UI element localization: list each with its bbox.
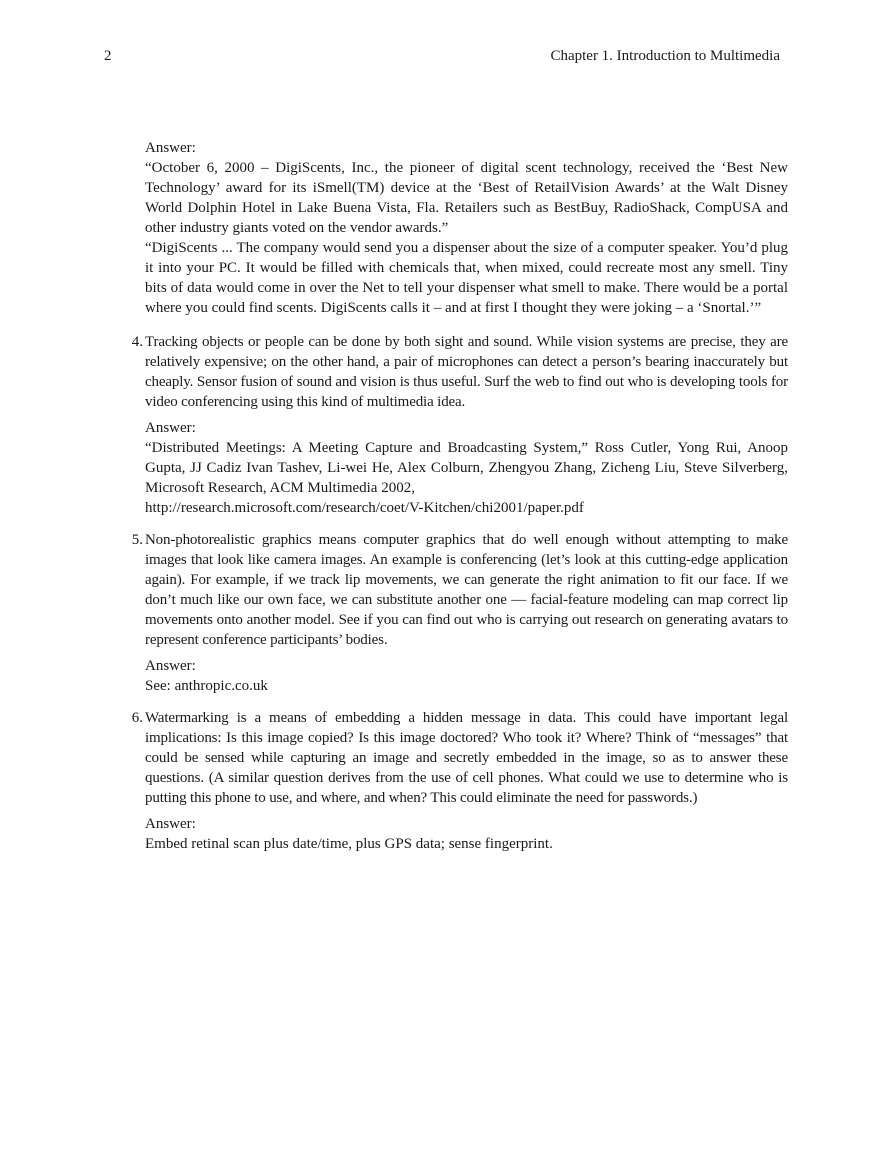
answer-url: http://research.microsoft.com/research/coet/V-Kitchen/chi2001/paper.pdf — [145, 500, 584, 516]
answer-block — [145, 814, 788, 854]
answer-label: Answer: — [145, 140, 196, 156]
answer-paragraph: “October 6, 2000 – DigiScents, Inc., the pioneer of digital scent technology, received the ‘Best New Technology’ award for its iSmell(TM) device at the ‘Best of RetailVision Awards’ at the Walt Disney World Dolphin Hotel in Lake Buena Vista, Fla. Retailers such as BestBuy, RadioShack, CompUSA and other industry giants voted on the vendor awards.” — [145, 160, 788, 236]
exercise-item-5 — [131, 530, 788, 696]
answer-text: Embed retinal scan plus date/time, plus GPS data; sense fingerprint. — [145, 836, 553, 852]
question-text: Watermarking is a means of embedding a hidden message in data. This could have important legal implications: Is this image copied? Is this image doctored? Who took it? Where? Think of “messages” that could be sensed while capturing an image and secretly embedded in the image, so as to answer these questions. (A similar question derives from the use of cell phones. What could we use to determine who is putting this phone to use, and where, and when? This could eliminate the need for passwords.) — [145, 710, 788, 806]
exercise-item-6 — [131, 708, 788, 854]
answer-text: See: anthropic.co.uk — [145, 678, 268, 694]
answer-label: Answer: — [145, 658, 196, 674]
question-text: Tracking objects or people can be done by both sight and sound. While vision systems are precise, they are relatively expensive; on the other hand, a pair of microphones can detect a person’s bearing inaccurately but cheaply. Sensor fusion of sound and vision is thus useful. Surf the web to find out who is developing tools for video conferencing using this kind of multimedia idea. — [145, 334, 788, 410]
question-text: Non-photorealistic graphics means computer graphics that do well enough without attempting to make images that look like camera images. An example is conferencing (let’s look at this cutting-edge application again). For example, if we track lip movements, we can generate the right animation to fit our face. If we don’t much like our own face, we can substitute another one — facial-feature modeling can map correct lip movements onto another model. See if you can find out who is carrying out research on generating avatars to represent conference participants’ bodies. — [145, 532, 788, 648]
answer-paragraph: “DigiScents ... The company would send you a dispenser about the size of a computer speaker. You’d plug it into your PC. It would be filled with chemicals that, when mixed, could recreate most any smell. Tiny bits of data would come in over the Net to tell your dispenser what smell to make. There would be a portal where you could find scents. DigiScents calls it – and at first I thought they were joking – a ‘Snortal.’” — [145, 240, 788, 316]
answer-block — [145, 418, 788, 518]
page-number: 2 — [104, 48, 112, 64]
item-number: 5. — [131, 532, 143, 548]
item-number: 6. — [131, 710, 143, 726]
item-number: 4. — [131, 334, 143, 350]
running-title: Chapter 1. Introduction to Multimedia — [550, 48, 780, 64]
page-content — [131, 138, 788, 854]
answer-text: “Distributed Meetings: A Meeting Capture and Broadcasting System,” Ross Cutler, Yong Rui, Anoop Gupta, JJ Cadiz Ivan Tashev, Li-wei He, Alex Colburn, Zhengyou Zhang, Zicheng Liu, Steve Silverberg, Microsoft Research, ACM Multimedia 2002, — [145, 440, 788, 496]
answer-block — [145, 656, 788, 696]
answer-label: Answer: — [145, 816, 196, 832]
exercise-item-4 — [131, 332, 788, 518]
page-header — [104, 48, 780, 70]
answer-label: Answer: — [145, 420, 196, 436]
intro-answer — [145, 138, 788, 318]
